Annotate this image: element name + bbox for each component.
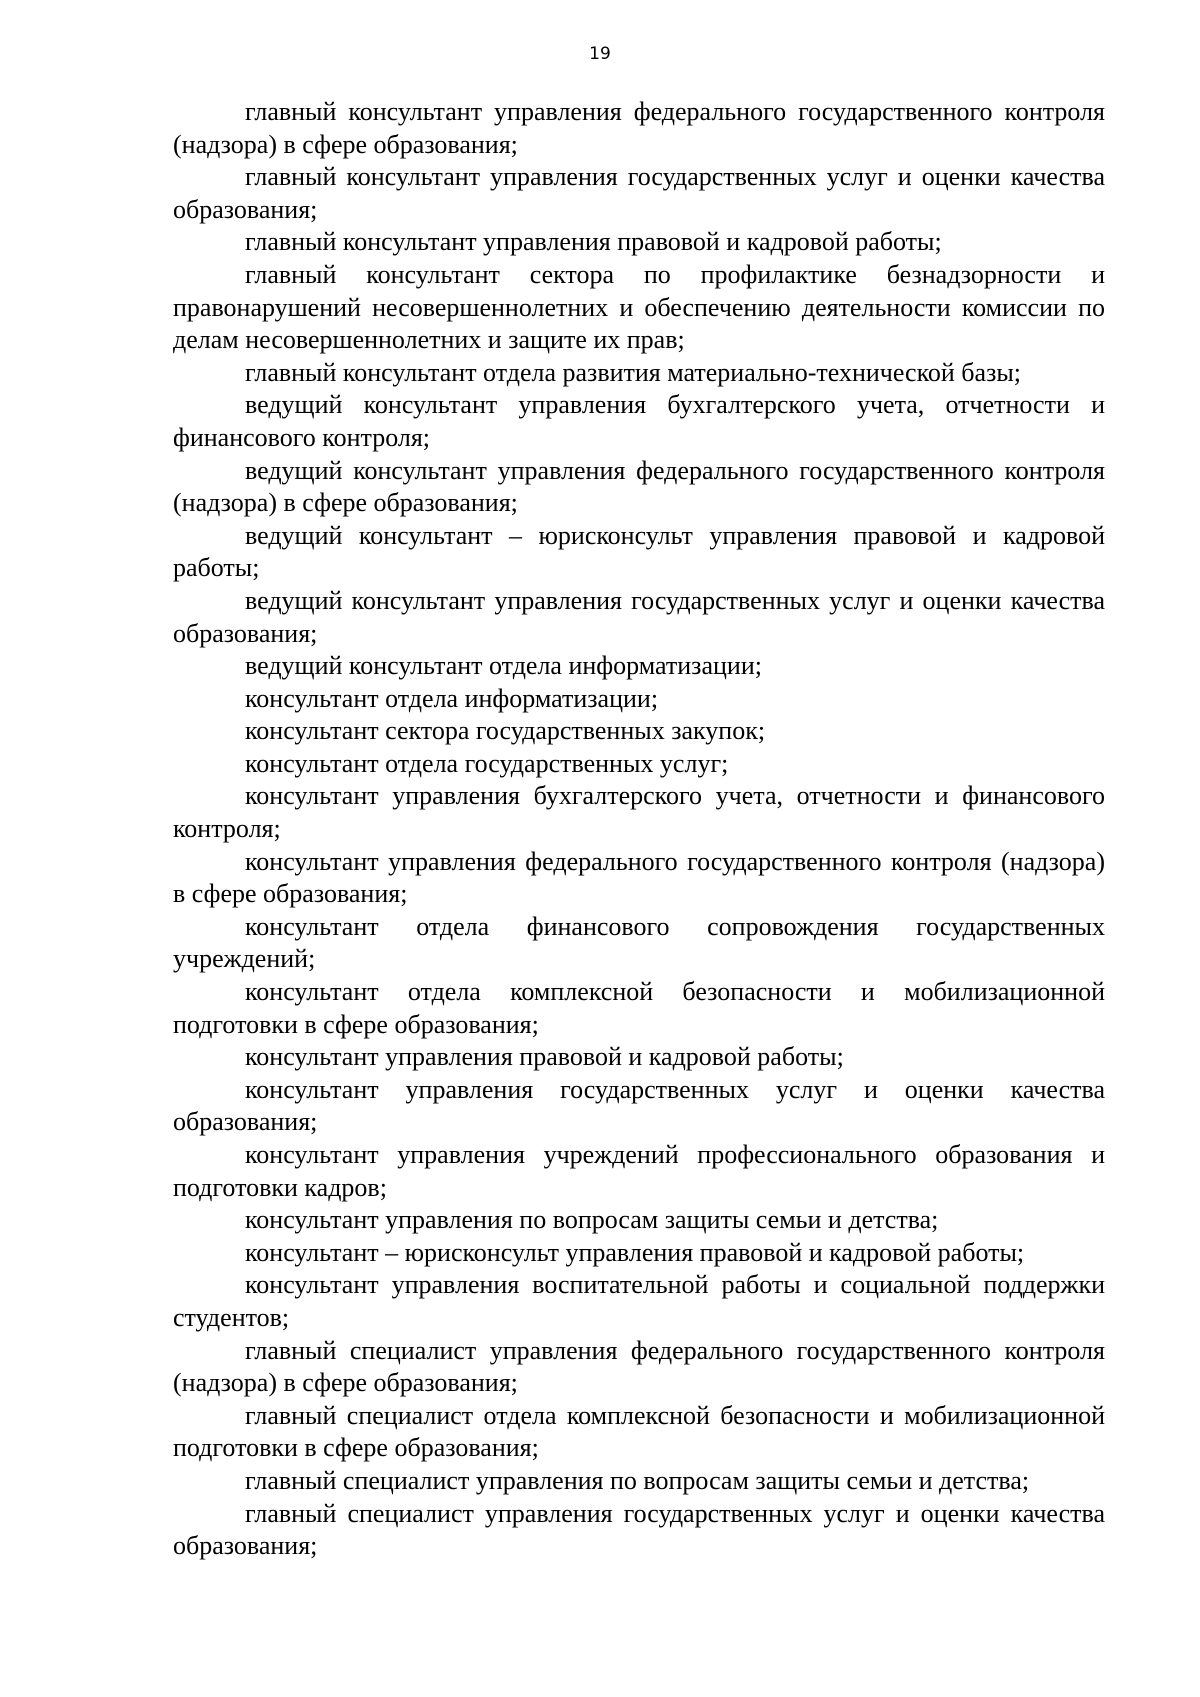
list-item: главный специалист управления федерального государственного контроля (надзора) в сфере образования;	[173, 1335, 1105, 1398]
list-item: консультант управления по вопросам защиты семьи и детства;	[245, 1205, 939, 1235]
list-item: главный консультант управления федерального государственного контроля (надзора) в сфере образования;	[173, 97, 1105, 159]
list-item: консультант отдела государственных услуг;	[245, 748, 729, 778]
list-item: консультант отдела финансового сопровождения государственных учреждений;	[173, 911, 1105, 974]
list-item: консультант отдела информатизации;	[245, 683, 659, 713]
list-item: ведущий консультант отдела информатизации;	[245, 651, 762, 681]
list-item: главный специалист управления по вопросам защиты семьи и детства;	[245, 1465, 1030, 1495]
list-item: главный специалист отдела комплексной безопасности и мобилизационной подготовки в сфере образования;	[173, 1400, 1105, 1463]
list-item: консультант управления воспитательной работы и социальной поддержки студентов;	[173, 1270, 1105, 1332]
list-item: главный специалист управления государственных услуг и оценки качества образования;	[173, 1498, 1105, 1561]
list-item: ведущий консультант управления бухгалтерского учета, отчетности и финансового контроля;	[173, 390, 1105, 452]
list-item: ведущий консультант управления федерального государственного контроля (надзора) в сфере образования;	[173, 455, 1105, 518]
list-item: главный консультант отдела развития материально-технической базы;	[245, 357, 1022, 387]
list-item: консультант отдела комплексной безопасности и мобилизационной подготовки в сфере образования;	[173, 977, 1105, 1039]
list-item: консультант сектора государственных закупок;	[245, 716, 766, 746]
list-item: ведущий консультант управления государственных услуг и оценки качества образования;	[173, 585, 1105, 648]
list-item: главный консультант управления правовой и кадровой работы;	[245, 227, 942, 257]
list-item: консультант управления правовой и кадровой работы;	[245, 1042, 844, 1072]
list-item: консультант – юрисконсульт управления правовой и кадровой работы;	[245, 1237, 1025, 1267]
list-item: главный консультант сектора по профилактике безнадзорности и правонарушений несовершеннолетних и обеспечению деятельности комиссии по делам несовершеннолетних и защите их прав;	[173, 259, 1105, 355]
list-item: консультант управления учреждений профессионального образования и подготовки кадров;	[173, 1140, 1105, 1202]
page-number: 19	[589, 44, 611, 64]
list-item: консультант управления бухгалтерского учета, отчетности и финансового контроля;	[173, 781, 1105, 844]
list-item: консультант управления государственных услуг и оценки качества образования;	[173, 1074, 1105, 1137]
list-item: консультант управления федерального государственного контроля (надзора) в сфере образования;	[173, 846, 1105, 909]
list-item: ведущий консультант – юрисконсульт управления правовой и кадровой работы;	[173, 520, 1105, 583]
position-list	[173, 96, 1105, 1563]
list-item: главный консультант управления государственных услуг и оценки качества образования;	[173, 162, 1105, 224]
